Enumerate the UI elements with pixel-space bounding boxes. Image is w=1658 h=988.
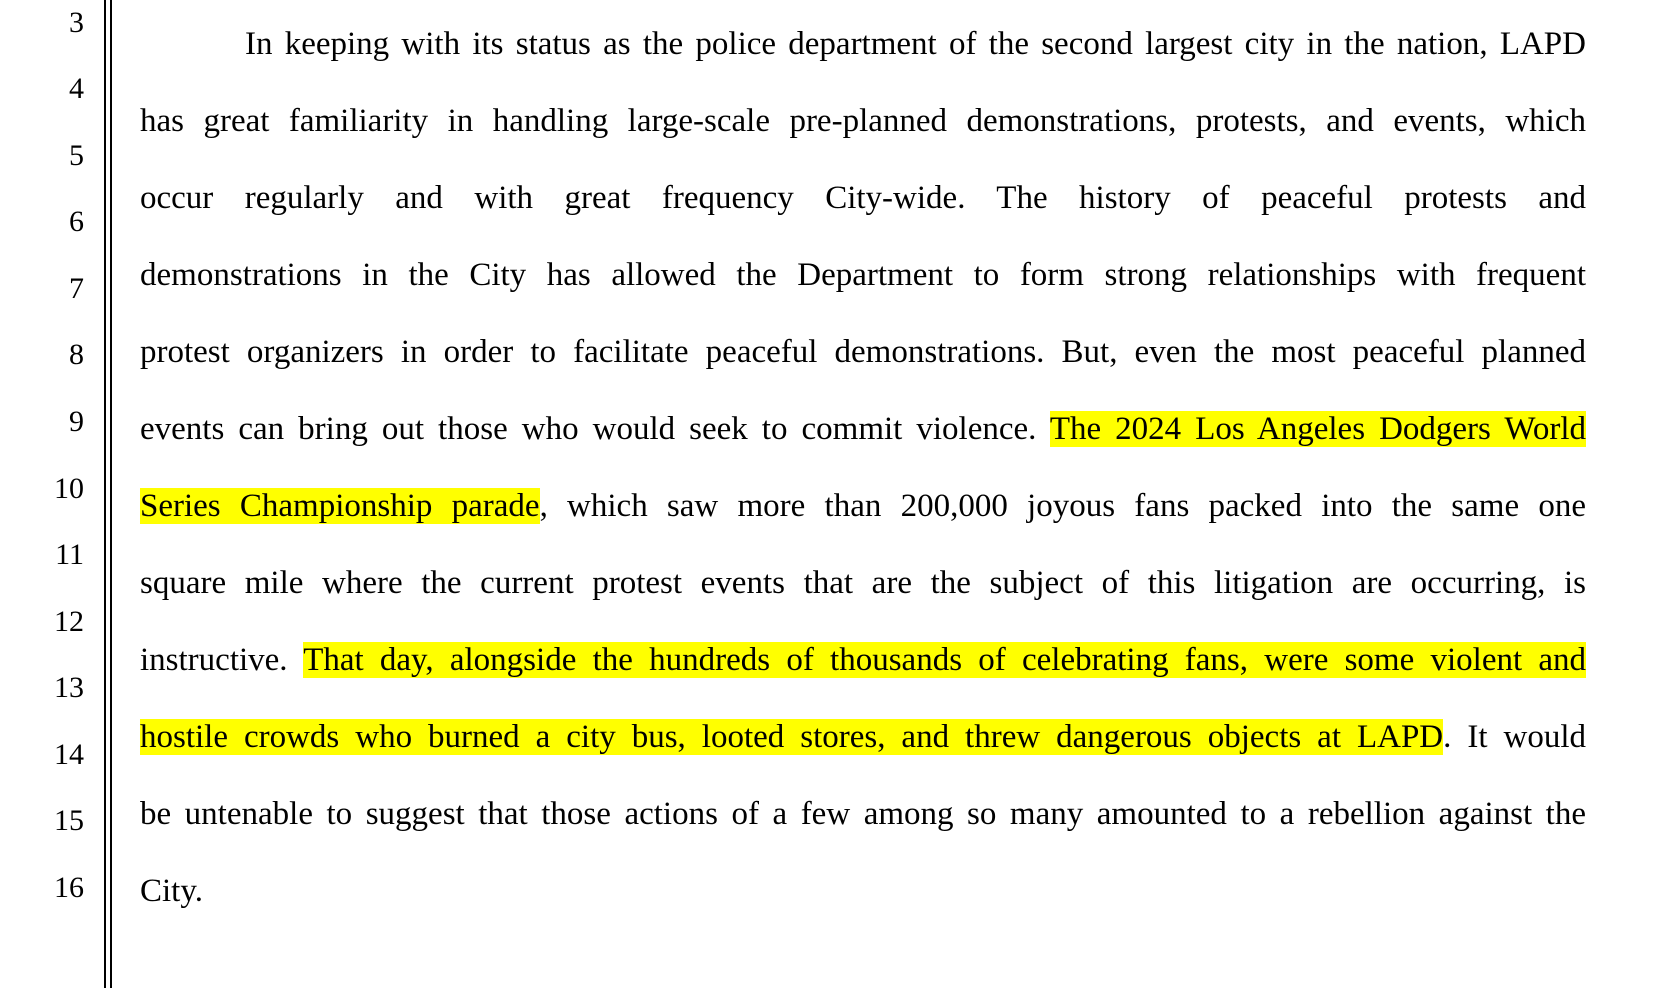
text-line: City. (140, 873, 203, 909)
text-line: instructive. That day, alongside the hundreds of thousands of celebrating fans, were some violent and (140, 642, 1587, 678)
line-number: 15 (54, 804, 84, 837)
line-number: 5 (69, 139, 84, 172)
line-number: 6 (69, 205, 84, 238)
line-number: 12 (54, 605, 84, 638)
text-line: In keeping with its status as the police department of the second largest city in the nation, LAPD (245, 26, 1586, 62)
text-line: Series Championship parade, which saw more than 200,000 joyous fans packed into the same one (140, 488, 1586, 524)
line-number: 7 (69, 272, 84, 305)
highlighted-text: The 2024 Los Angeles Dodgers World (1049, 411, 1586, 447)
line-number: 3 (69, 6, 84, 39)
line-number: 4 (69, 72, 84, 105)
text-line: has great familiarity in handling large-scale pre-planned demonstrations, protests, and events, which (140, 103, 1586, 139)
text-line: occur regularly and with great frequency City-wide. The history of peaceful protests and (140, 180, 1586, 216)
line-number: 16 (54, 871, 84, 904)
line-number: 11 (55, 538, 84, 571)
text-line: events can bring out those who would seek to commit violence. The 2024 Los Angeles Dodgers World (140, 411, 1586, 447)
highlighted-text: hostile crowds who burned a city bus, looted stores, and threw dangerous objects at LAPD (140, 719, 1444, 755)
text-line: square mile where the current protest events that are the subject of this litigation are occurring, is (140, 565, 1586, 601)
line-number-gutter (0, 0, 92, 988)
line-number: 9 (69, 405, 84, 438)
highlighted-text: Series Championship parade (140, 488, 540, 524)
highlighted-text: That day, alongside the hundreds of thousands of celebrating fans, were some violent and (303, 642, 1587, 678)
line-number: 10 (54, 472, 84, 505)
text-line: be untenable to suggest that those actions of a few among so many amounted to a rebellion against the (140, 796, 1586, 832)
text-line: hostile crowds who burned a city bus, looted stores, and threw dangerous objects at LAPD. It would (140, 719, 1586, 755)
text-line: demonstrations in the City has allowed the Department to form strong relationships with frequent (140, 257, 1586, 293)
margin-rule-left (104, 0, 106, 988)
margin-rule-right (110, 0, 112, 988)
line-number: 14 (54, 738, 84, 771)
line-number: 8 (69, 338, 84, 371)
line-number: 13 (54, 671, 84, 704)
text-line: protest organizers in order to facilitate peaceful demonstrations. But, even the most peaceful planned (140, 334, 1586, 370)
